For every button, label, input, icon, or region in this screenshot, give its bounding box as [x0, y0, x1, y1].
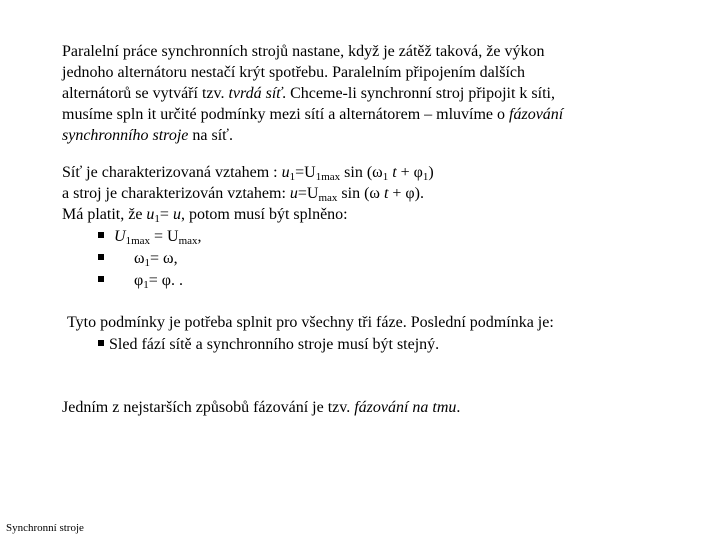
intro-line-3 [62, 83, 662, 104]
three-phase-paragraph [67, 312, 554, 333]
symbol: = ω, [150, 250, 178, 267]
symbol: ω [134, 250, 145, 267]
intro-text: na síť. [188, 127, 233, 144]
equation-text: Má platit, že [62, 206, 147, 223]
term-synchronniho-stroje: synchronního stroje [62, 127, 189, 144]
bullet-frequency [98, 248, 178, 269]
equations-paragraph [62, 162, 434, 225]
subscript: 1 [143, 279, 149, 291]
term-fazovani-na-tmu: fázování na tmu [354, 399, 457, 416]
intro-text: . Chceme-li synchronní stroj připojit k síti, [282, 85, 555, 102]
equation-text: , potom musí být splněno: [180, 206, 348, 223]
intro-line-4 [62, 104, 662, 125]
condition-line [62, 204, 434, 225]
symbol: = U [150, 228, 179, 245]
bullet-phase-sequence [98, 334, 439, 355]
bullet-square-icon [98, 340, 104, 346]
grid-equation [62, 162, 434, 183]
subscript: 1 [154, 213, 160, 225]
term-fazovani: fázování [509, 106, 564, 123]
paragraph-text: . [456, 399, 461, 416]
symbol: = [159, 206, 173, 223]
bullet-square-icon [98, 276, 104, 282]
equation-text: Síť je charakterizovaná vztahem : [62, 164, 282, 181]
symbol: = φ. . [148, 272, 183, 289]
symbol: t [388, 164, 397, 181]
symbol: u [289, 185, 298, 202]
intro-line-2: jednoho alternátoru nestačí krýt spotřebu. Paralelním připojením dalších [62, 64, 525, 81]
dark-lamp-paragraph [62, 397, 460, 418]
machine-equation [62, 183, 434, 204]
intro-text: musíme spln it určité podmínky mezi sítí a alternátorem – mluvíme o [62, 106, 510, 123]
symbol: u [146, 206, 155, 223]
bullet-voltage [98, 226, 202, 247]
subscript: max [318, 192, 338, 204]
subscript: 1 [422, 171, 429, 183]
intro-line-1: Paralelní práce synchronních strojů nastane, když je zátěž taková, že výkon [62, 43, 545, 60]
bullet-text: Sled fází sítě a synchronního stroje musí být stejný. [109, 336, 440, 353]
symbol: u [281, 164, 290, 181]
bullet-square-icon [98, 232, 104, 238]
subscript: max [178, 235, 198, 247]
symbol: t [383, 185, 389, 202]
symbol: =U [297, 185, 319, 202]
equation-text: a stroj je charakterizován vztahem: [62, 185, 290, 202]
intro-text: alternátorů se vytváří tzv. [62, 85, 229, 102]
three-phase-line: Tyto podmínky je potřeba splnit pro všechny tři fáze. Poslední podmínka je: [67, 314, 554, 331]
symbol: sin (ω [340, 164, 383, 181]
paragraph-text: Jedním z nejstarších způsobů fázování je tzv. [62, 399, 355, 416]
bullet-phase [98, 270, 183, 291]
symbol: + φ [396, 164, 423, 181]
symbol: =U [295, 164, 316, 181]
term-tvrda-sit: tvrdá síť [228, 85, 283, 102]
subscript: 1max [125, 235, 151, 247]
symbol: + φ). [388, 185, 424, 202]
intro-paragraph [62, 41, 662, 146]
symbol: sin (ω [337, 185, 384, 202]
subscript: 1 [144, 257, 151, 269]
symbol: , [197, 228, 202, 245]
bullet-square-icon [98, 254, 104, 260]
subscript: 1max [315, 171, 341, 183]
symbol: U [114, 228, 126, 245]
symbol: u [172, 206, 181, 223]
subscript: 1 [382, 171, 389, 183]
symbol: φ [134, 272, 144, 289]
dark-lamp-line [62, 397, 460, 418]
symbol: ) [428, 164, 434, 181]
intro-line-5 [62, 125, 662, 146]
footer-title: Synchronní stroje [6, 522, 84, 534]
subscript: 1 [289, 171, 296, 183]
